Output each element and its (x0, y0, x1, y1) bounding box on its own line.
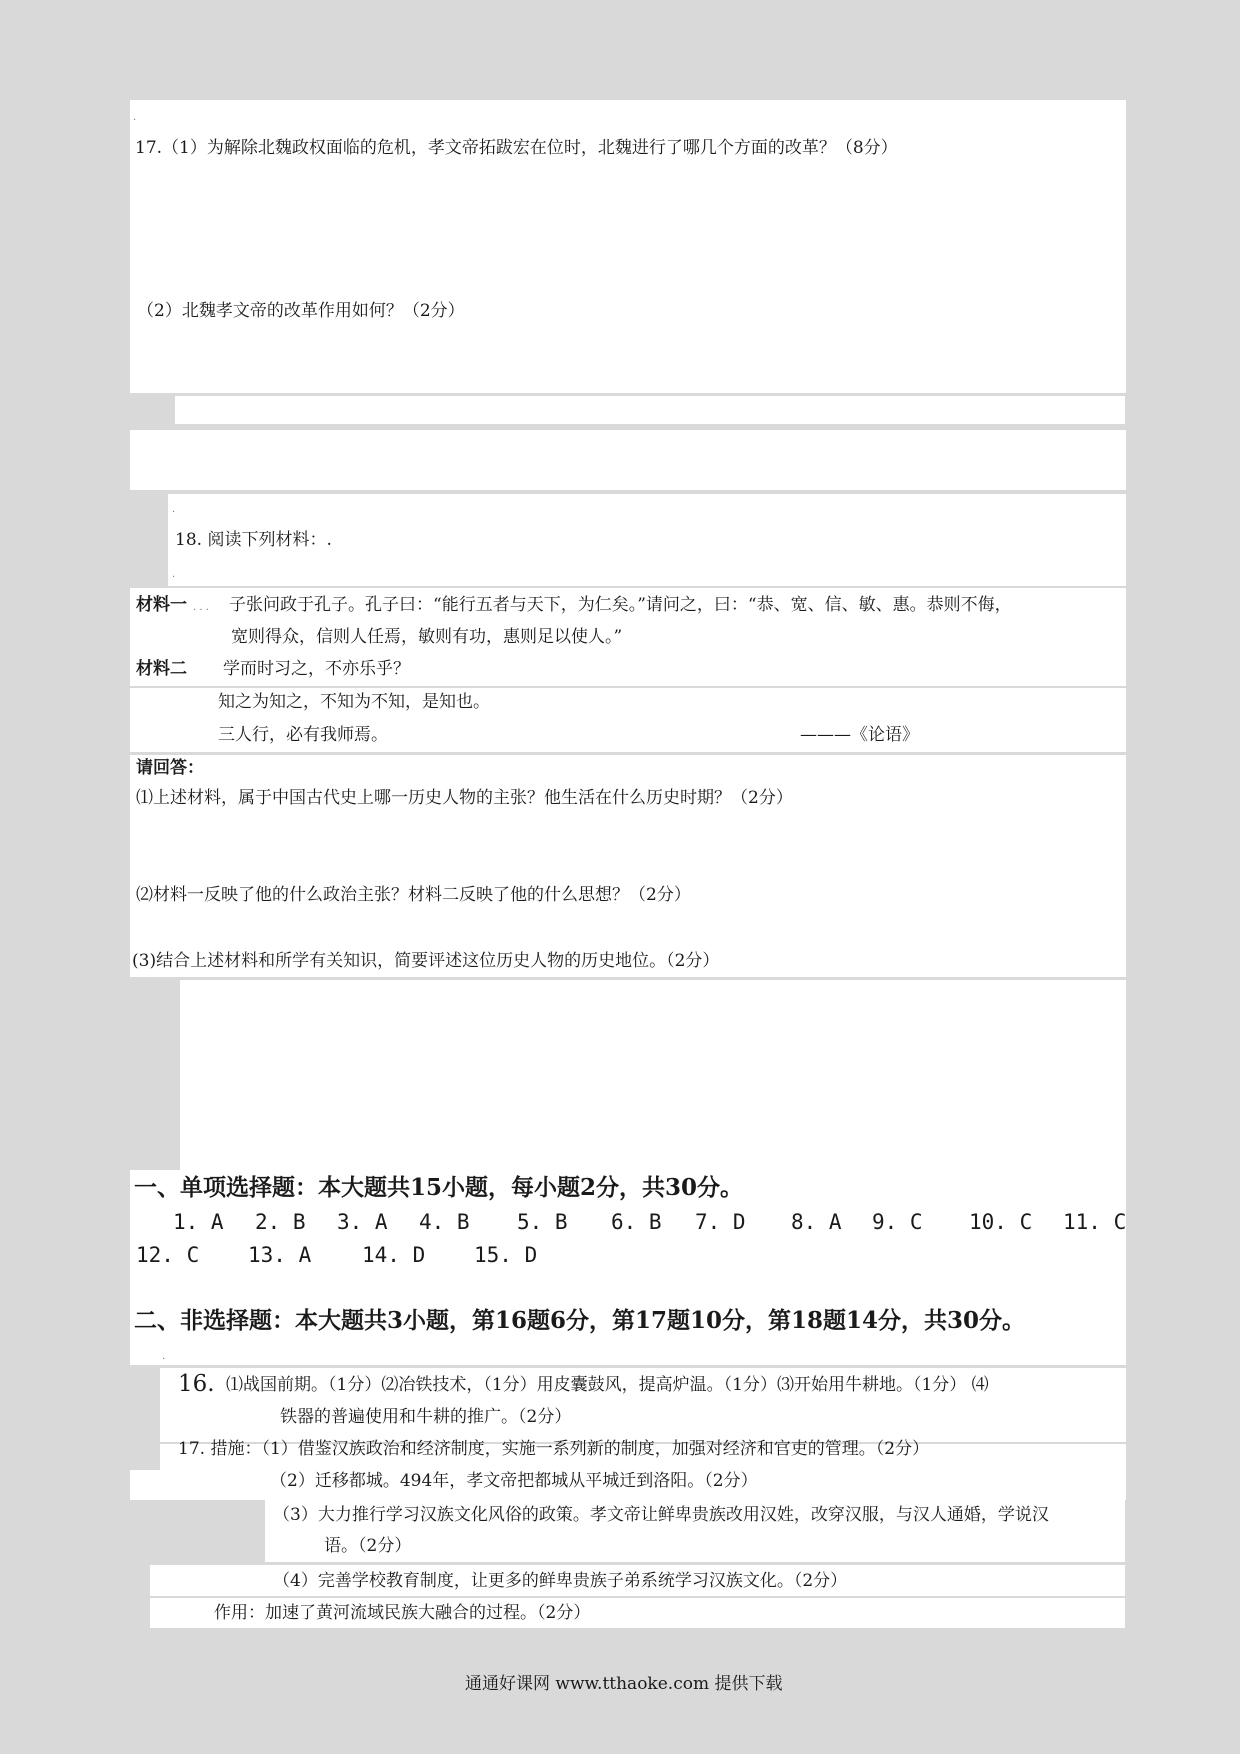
material2-source: ———《论语》 (800, 725, 919, 745)
mc-answer: 10. C (969, 1210, 1033, 1234)
material1-line2: 宽则得众，信则人任焉，敏则有功，惠则足以使人。” (231, 627, 623, 647)
mc-answer: 5. B (517, 1210, 568, 1234)
mc-answer: 2. B (255, 1210, 306, 1234)
a17-line4: 语。（2分） (324, 1536, 412, 1556)
a17-line3: （3）大力推行学习汉族文化风俗的政策。孝文帝让鲜卑贵族改用汉姓，改穿汉服，与汉人通婚，学说汉 (273, 1505, 1049, 1525)
material1-label: 材料一 (136, 595, 187, 615)
q17-part2: （2）北魏孝文帝的改革作用如何？（2分） (137, 301, 465, 321)
mc-answer: 4. B (419, 1210, 470, 1234)
q18-sub3: (3)结合上述材料和所学有关知识，简要评述这位历史人物的历史地位。（2分） (132, 951, 720, 971)
mc-answer: 6. B (611, 1210, 662, 1234)
a17-line2: （2）迁移都城。494年，孝文帝把都城从平城迁到洛阳。（2分） (270, 1471, 758, 1491)
a16-number: 16. (178, 1371, 215, 1397)
mc-answer: 3. A (337, 1210, 388, 1234)
section1-title: 一、单项选择题：本大题共15小题，每小题2分，共30分。 (134, 1174, 744, 1201)
section2-title: 二、非选择题：本大题共3小题，第16题6分，第17题10分，第18题14分，共30分。 (134, 1307, 1026, 1334)
a16-line2: 铁器的普遍使用和牛耕的推广。（2分） (280, 1407, 572, 1427)
material2-label: 材料二 (136, 659, 187, 679)
mc-answer: 9. C (872, 1210, 923, 1234)
stray-mark: . (133, 112, 137, 123)
stray-mark: . . . (193, 602, 209, 613)
mc-answer: 13. A (248, 1243, 312, 1267)
material2-line2: 知之为知之，不知为不知，是知也。 (218, 692, 490, 712)
a17-line5: （4）完善学校教育制度，让更多的鲜卑贵族子弟系统学习汉族文化。（2分） (273, 1571, 848, 1591)
a16-line1: ⑴战国前期。（1分）⑵冶铁技术，（1分）用皮囊鼓风，提高炉温。（1分）⑶开始用牛耕地。（1分） ⑷ (226, 1375, 989, 1395)
mc-answer: 1. A (173, 1210, 224, 1234)
material2-line1: 学而时习之，不亦乐乎？ (223, 659, 410, 679)
stray-mark: . (162, 1351, 166, 1362)
panel-strip-2 (130, 430, 1126, 490)
q17-part1: 17.（1）为解除北魏政权面临的危机，孝文帝拓跋宏在位时，北魏进行了哪几个方面的改革？（8分） (135, 138, 898, 158)
mc-answer: 11. C (1063, 1210, 1127, 1234)
mc-answer: 14. D (362, 1243, 426, 1267)
mc-answer: 7. D (695, 1210, 746, 1234)
q18-sub2: ⑵材料一反映了他的什么政治主张？材料二反映了他的什么思想？（2分） (136, 885, 691, 905)
mc-answers-row1 (0, 1208, 1240, 1236)
panel-blank (180, 980, 1126, 1170)
q18-sub1: ⑴上述材料，属于中国古代史上哪一历史人物的主张？他生活在什么历史时期？（2分） (136, 788, 793, 808)
mc-answer: 15. D (474, 1243, 538, 1267)
a17-effect: 作用：加速了黄河流域民族大融合的过程。（2分） (214, 1603, 591, 1623)
stray-mark: . (172, 504, 176, 515)
mc-answers-row2 (0, 1241, 1240, 1269)
panel-strip-1 (175, 396, 1125, 424)
stray-mark: . (172, 569, 176, 580)
material1-line1: 子张问政于孔子。孔子曰：“能行五者与天下，为仁矣。”请问之，曰：“恭、宽、信、敏、惠。恭则不侮， (229, 595, 1012, 615)
mc-answer: 12. C (136, 1243, 200, 1267)
material2-line3: 三人行，必有我师焉。 (218, 725, 388, 745)
a17-line1: 17. 措施：（1）借鉴汉族政治和经济制度，实施一系列新的制度，加强对经济和官吏的管理。（2分） (178, 1439, 930, 1459)
mc-answer: 8. A (791, 1210, 842, 1234)
page-footer: 通通好课网 www.tthaoke.com 提供下载 (465, 1674, 783, 1694)
answer-prompt: 请回答： (136, 758, 204, 778)
q18-intro: 18. 阅读下列材料：. (175, 530, 332, 550)
